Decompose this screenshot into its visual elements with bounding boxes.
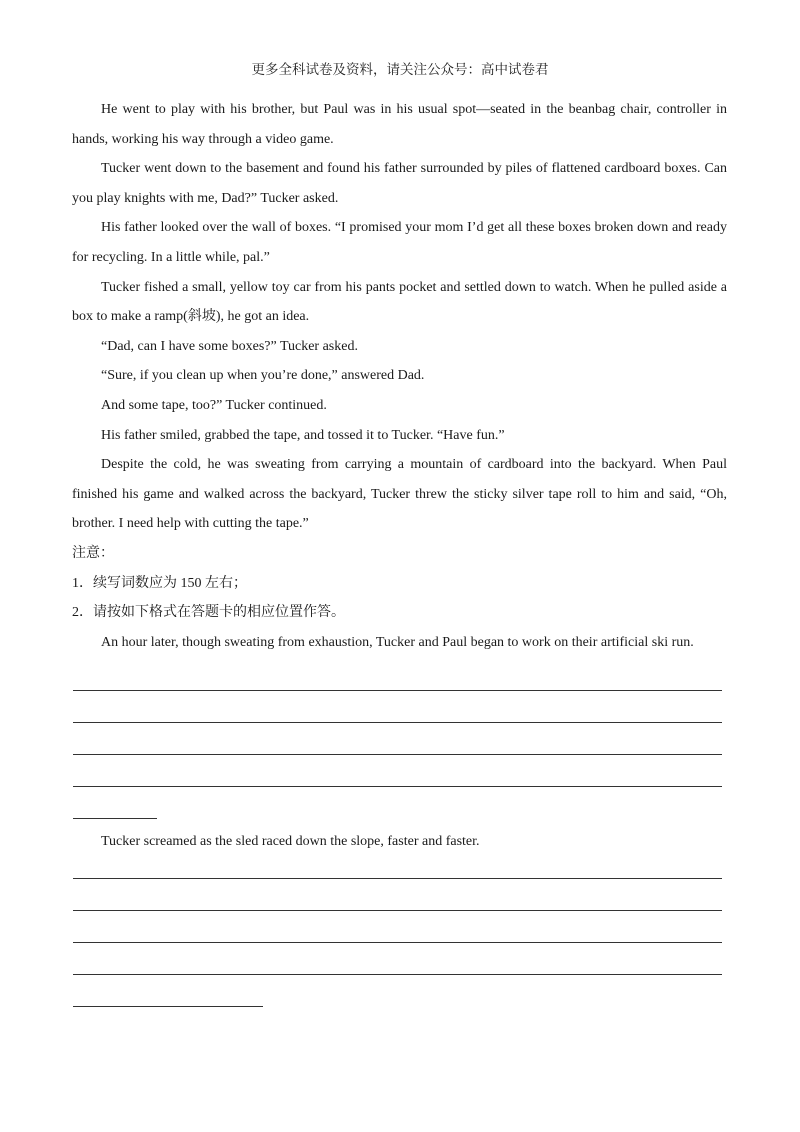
passage-body [72,95,727,657]
notes-item-1: 1．续写词数应为 150 左右； [72,575,247,591]
continuation-prompt-2: Tucker screamed as the sled raced down the slope, faster and faster. [101,834,480,849]
answer-line [73,974,722,975]
paragraph-6: “Sure, if you clean up when you’re done,” answered Dad. [101,368,425,384]
answer-line [73,786,722,787]
answer-line [73,910,722,911]
notes-title: 注意： [72,545,114,561]
paragraph-5: “Dad, can I have some boxes?” Tucker asked. [101,338,358,354]
paragraph-7: And some tape, too?” Tucker continued. [101,397,327,413]
paragraph-3: His father looked over the wall of boxes. “I promised your mom I’d get all these boxes broken down and ready for recycling. In a little while, pal.” [72,220,727,265]
answer-line [73,1006,263,1007]
continuation-prompt-1: An hour later, though sweating from exhaustion, Tucker and Paul began to work on their artificial ski run. [101,634,694,650]
paragraph-8: His father smiled, grabbed the tape, and tossed it to Tucker. “Have fun.” [101,427,505,443]
page-header: 更多全科试卷及资料，请关注公众号：高中试卷君 [251,62,549,77]
paragraph-2: Tucker went down to the basement and found his father surrounded by piles of flattened cardboard boxes. Can you play knights with me, Dad?” Tucker asked. [72,161,727,206]
continuation-prompt-2-wrap [72,827,727,857]
paragraph-1: He went to play with his brother, but Paul was in his usual spot—seated in the beanbag chair, controller in hands, working his way through a video game. [72,102,727,147]
paragraph-9: Despite the cold, he was sweating from carrying a mountain of cardboard into the backyard. When Paul finished his game and walked across the backyard, Tucker threw the sticky silver tape roll to him and said, “Oh, brother. I need help with cutting the tape.” [72,457,727,532]
paragraph-4: Tucker fished a small, yellow toy car from his pants pocket and settled down to watch. When he pulled aside a box to make a ramp(斜坡), he got an idea. [72,279,727,325]
answer-line [73,878,722,879]
answer-line [73,690,722,691]
answer-line [73,722,722,723]
notes-item-2: 2．请按如下格式在答题卡的相应位置作答。 [72,605,345,621]
answer-line [73,942,722,943]
answer-line [73,754,722,755]
answer-line [73,818,157,819]
